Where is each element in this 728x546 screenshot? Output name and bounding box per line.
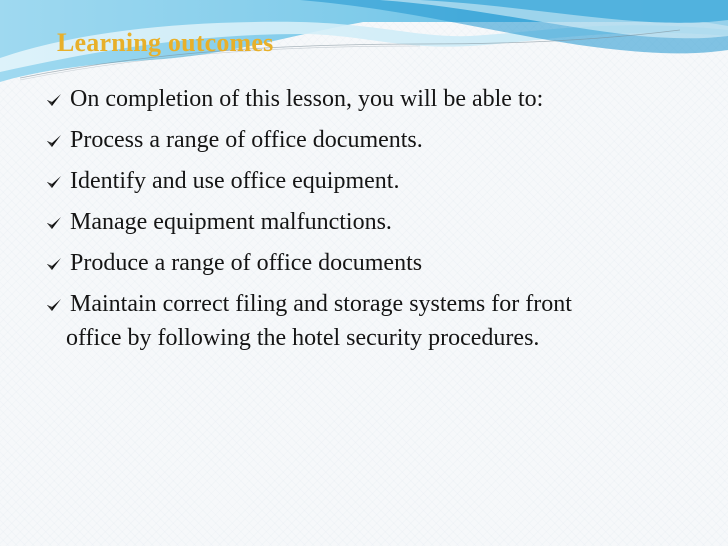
bullet-item (4, 123, 720, 157)
checkbox-bullet-icon (46, 215, 62, 231)
bullet-text-line-2: office by following the hotel security procedures. (66, 325, 540, 351)
bullet-text-line-1: Maintain correct filing and storage systems for front (70, 291, 572, 317)
checkbox-bullet-icon (46, 133, 62, 149)
bullet-text: Identify and use office equipment. (70, 168, 400, 194)
bullet-item (4, 164, 720, 198)
bullet-item (4, 287, 720, 355)
bullet-item (4, 205, 720, 239)
bullet-text: Manage equipment malfunctions. (70, 209, 392, 235)
bullet-text: Produce a range of office documents (70, 250, 423, 276)
bullet-item (4, 246, 720, 280)
checkbox-bullet-icon (46, 174, 62, 190)
slide-title: Learning outcomes (57, 28, 274, 57)
bullet-item (4, 82, 720, 116)
bullet-list (4, 82, 720, 362)
checkbox-bullet-icon (46, 297, 62, 313)
bullet-text: Process a range of office documents. (70, 127, 423, 153)
bullet-text: On completion of this lesson, you will be able to: (70, 86, 544, 112)
checkbox-bullet-icon (46, 256, 62, 272)
checkbox-bullet-icon (46, 92, 62, 108)
